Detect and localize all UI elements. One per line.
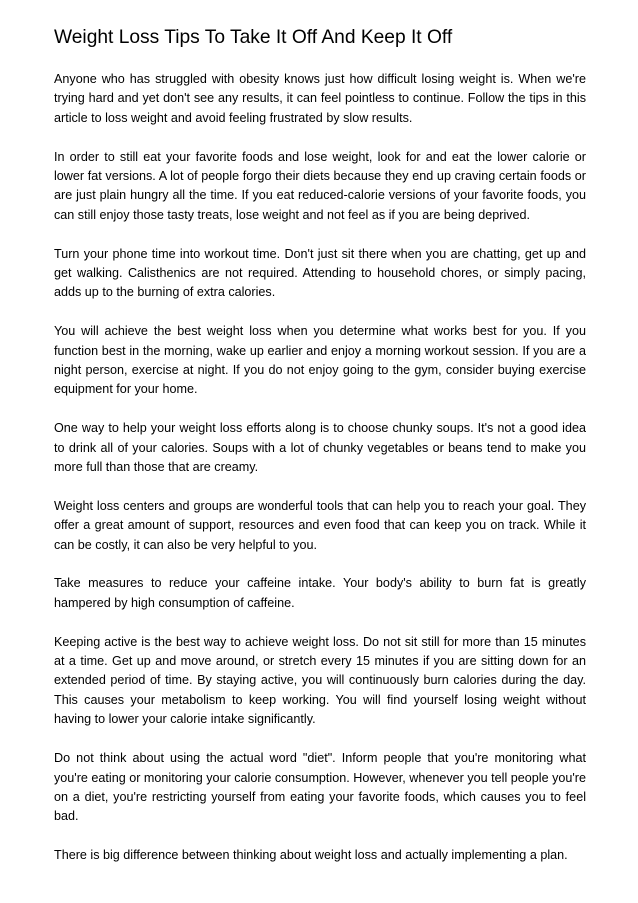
paragraph: Turn your phone time into workout time. Don't just sit there when you are chatting, get up and get walking. Calisthenics are not required. Attending to household chores, or simply pacing, adds up to the burning of extra calories. xyxy=(54,246,586,300)
paragraph: Do not think about using the actual word "diet". Inform people that you're monitoring what you're eating or monitoring your calorie consumption. However, whenever you tell people you're on a diet, you're restricting yourself from eating your favorite foods, which causes you to feel bad. xyxy=(54,751,586,824)
paragraph: There is big difference between thinking about weight loss and actually implementing a plan. xyxy=(54,848,568,863)
paragraph: In order to still eat your favorite foods and lose weight, look for and eat the lower calorie or lower fat versions. A lot of people forgo their diets because they end up craving certain foods or are just plain hungry all the time. If you eat reduced-calorie versions of your favorite foods, you can still enjoy those tasty treats, lose weight and not feel as if you are being deprived. xyxy=(54,149,586,222)
paragraph: Anyone who has struggled with obesity knows just how difficult losing weight is. When we're trying hard and yet don't see any results, it can feel pointless to continue. Follow the tips in this article to loss weight and avoid feeling frustrated by slow results. xyxy=(54,72,586,125)
document-page xyxy=(54,26,586,885)
document-title: Weight Loss Tips To Take It Off And Keep It Off xyxy=(54,27,453,48)
paragraph: You will achieve the best weight loss when you determine what works best for you. If you function best in the morning, wake up earlier and enjoy a morning workout session. If you are a night person, exercise at night. If you do not enjoy going to the gym, consider buying exercise equipment for your home. xyxy=(54,324,586,397)
paragraph: One way to help your weight loss efforts along is to choose chunky soups. It's not a good idea to drink all of your calories. Soups with a lot of chunky vegetables or beans tend to make you more full than those that are creamy. xyxy=(54,421,586,475)
paragraph: Take measures to reduce your caffeine intake. Your body's ability to burn fat is greatly hampered by high consumption of caffeine. xyxy=(54,576,586,610)
paragraph: Weight loss centers and groups are wonderful tools that can help you to reach your goal. They offer a great amount of support, resources and even food that can keep you on track. While it can be costly, it can also be very helpful to you. xyxy=(54,498,586,552)
paragraph: Keeping active is the best way to achieve weight loss. Do not sit still for more than 15 minutes at a time. Get up and move around, or stretch every 15 minutes if you are sitting down for an extended period of time. By staying active, you will continuously burn calories during the day. This causes your metabolism to keep working. You will find yourself losing weight without having to lower your calorie intake significantly. xyxy=(54,634,586,727)
